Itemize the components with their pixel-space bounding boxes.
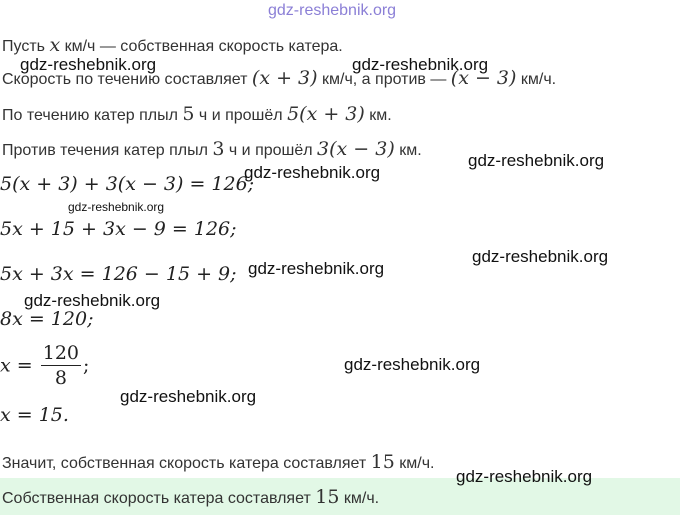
conclusion-value: 15 bbox=[370, 451, 395, 473]
speeds-text-b: км/ч, а против — bbox=[317, 71, 451, 88]
watermark: gdz-reshebnik.org bbox=[20, 55, 157, 74]
watermark: gdz-reshebnik.org bbox=[24, 291, 161, 310]
watermark: gdz-reshebnik.org bbox=[344, 355, 481, 374]
downstream-text-a: По течению катер плыл bbox=[2, 107, 183, 124]
fraction-tail: ; bbox=[83, 354, 90, 377]
equation-1: 5(x + 3) + 3(x − 3) = 126; bbox=[0, 173, 255, 195]
variable-x: x bbox=[49, 34, 61, 56]
result-equation: x = 15. bbox=[0, 404, 69, 426]
equation-3: 5x + 3x = 126 − 15 + 9; bbox=[0, 263, 237, 285]
downstream-distance-expr: 5(x + 3) bbox=[287, 103, 365, 125]
site-title[interactable]: gdz-reshebnik.org bbox=[268, 2, 397, 19]
intro-text-a: Пусть bbox=[2, 38, 50, 55]
watermark: gdz-reshebnik.org bbox=[456, 467, 593, 486]
watermark: gdz-reshebnik.org bbox=[472, 247, 609, 266]
upstream-text-a: Против течения катер плыл bbox=[2, 142, 213, 159]
conclusion-line bbox=[2, 451, 434, 473]
upstream-text-b: ч и прошёл bbox=[224, 142, 318, 159]
watermark: gdz-reshebnik.org bbox=[68, 200, 165, 214]
conclusion-text-b: км/ч. bbox=[394, 455, 435, 472]
intro-text-b: км/ч — собственная скорость катера. bbox=[60, 38, 343, 55]
answer-text-a: Собственная скорость катера составляет bbox=[2, 490, 316, 507]
upstream-speed-expr: (x − 3) bbox=[450, 67, 517, 89]
conclusion-text-a: Значит, собственная скорость катера составляет bbox=[2, 455, 371, 472]
downstream-line bbox=[2, 103, 392, 125]
answer-value: 15 bbox=[315, 486, 340, 508]
downstream-hours: 5 bbox=[182, 103, 195, 125]
fraction bbox=[41, 342, 81, 389]
upstream-hours: 3 bbox=[212, 138, 225, 160]
fraction-equation bbox=[0, 342, 89, 389]
downstream-text-c: км. bbox=[364, 107, 392, 124]
speeds-text-a: Скорость по течению составляет bbox=[2, 71, 252, 88]
watermark: gdz-reshebnik.org bbox=[248, 259, 385, 278]
fraction-lhs: x = bbox=[0, 354, 33, 377]
watermark: gdz-reshebnik.org bbox=[120, 387, 257, 406]
downstream-text-b: ч и прошёл bbox=[194, 107, 288, 124]
upstream-text-c: км. bbox=[394, 142, 422, 159]
fraction-denominator: 8 bbox=[54, 367, 67, 389]
upstream-line bbox=[2, 138, 422, 160]
watermark: gdz-reshebnik.org bbox=[352, 55, 489, 74]
speeds-text-c: км/ч. bbox=[516, 71, 557, 88]
watermark: gdz-reshebnik.org bbox=[468, 151, 605, 170]
equation-4: 8x = 120; bbox=[0, 308, 94, 330]
fraction-numerator: 120 bbox=[42, 342, 79, 364]
equation-2: 5x + 15 + 3x − 9 = 126; bbox=[0, 218, 237, 240]
upstream-distance-expr: 3(x − 3) bbox=[317, 138, 395, 160]
downstream-speed-expr: (x + 3) bbox=[251, 67, 318, 89]
answer-text-b: км/ч. bbox=[339, 490, 380, 507]
answer-line bbox=[2, 486, 379, 508]
intro-line bbox=[2, 34, 343, 56]
watermark: gdz-reshebnik.org bbox=[244, 163, 381, 182]
